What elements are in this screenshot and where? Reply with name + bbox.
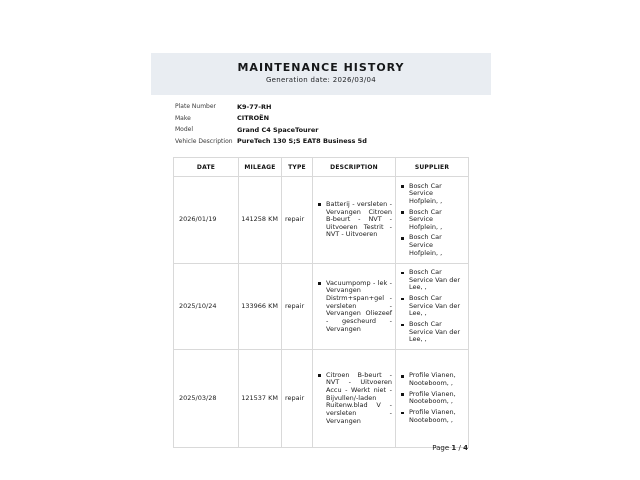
page-label: Page: [432, 444, 450, 452]
supplier-item: Bosch Car Service Van der Lee, ,: [400, 295, 463, 318]
table-row: [174, 264, 469, 350]
column-header-mileage: MILEAGE: [239, 158, 282, 177]
supplier-item: Profile Vianen, Nooteboom, ,: [400, 409, 463, 424]
description-item: Vacuumpomp - lek - Vervangen Distrm+span+gel - versleten - Vervangen Oliezeef - gescheurd - Vervangen: [317, 280, 392, 334]
vehicle-description-label: Vehicle Description: [175, 137, 233, 145]
vehicle-detail-row-plate: [175, 101, 367, 113]
make-label: Make: [175, 114, 191, 122]
page-total: 4: [463, 444, 468, 452]
vehicle-detail-row-model: [175, 124, 367, 136]
page-current: 1: [451, 444, 457, 452]
plate-number-value: K9-77-RH: [237, 102, 272, 111]
cell-type: repair: [282, 177, 313, 264]
cell-supplier: [396, 177, 469, 264]
cell-date: 2025/10/24: [174, 264, 239, 350]
column-header-supplier: SUPPLIER: [396, 158, 469, 177]
supplier-item: Bosch Car Service Van der Lee, ,: [400, 321, 463, 344]
supplier-item: Profile Vianen, Nooteboom, ,: [400, 372, 463, 387]
make-value: CITROËN: [237, 114, 270, 123]
table-row: [174, 177, 469, 264]
vehicle-description-value: PureTech 130 S;S EAT8 Business 5d: [237, 137, 367, 146]
column-header-date: DATE: [174, 158, 239, 177]
cell-type: repair: [282, 264, 313, 350]
supplier-item: Bosch Car Service Hofplein, ,: [400, 209, 463, 232]
table-row: [174, 349, 469, 447]
cell-supplier: [396, 349, 469, 447]
cell-date: 2026/01/19: [174, 177, 239, 264]
vehicle-detail-row-description: [175, 136, 367, 148]
report-title: MAINTENANCE HISTORY: [237, 61, 405, 74]
cell-supplier: [396, 264, 469, 350]
report-header-band: [151, 53, 491, 95]
cell-description: [313, 177, 396, 264]
vehicle-detail-row-make: [175, 113, 367, 125]
table-header-row: [174, 158, 469, 177]
model-label: Model: [175, 126, 194, 134]
model-value: Grand C4 SpaceTourer: [237, 125, 319, 134]
supplier-item: Bosch Car Service Hofplein, ,: [400, 183, 463, 206]
column-header-type: TYPE: [282, 158, 313, 177]
description-item: Citroen B-beurt - NVT - Uitvoeren Accu - Werkt niet - Bijvullen/-laden Ruitenw.blad V - versleten - Vervangen: [317, 372, 392, 426]
cell-mileage: 121537 KM: [239, 349, 282, 447]
cell-mileage: 133966 KM: [239, 264, 282, 350]
supplier-item: Profile Vianen, Nooteboom, ,: [400, 391, 463, 406]
column-header-description: DESCRIPTION: [313, 158, 396, 177]
maintenance-history-table: [173, 157, 469, 448]
page-footer: [173, 444, 468, 452]
cell-description: [313, 349, 396, 447]
cell-type: repair: [282, 349, 313, 447]
cell-date: 2025/03/28: [174, 349, 239, 447]
description-item: Batterij - versleten - Vervangen Citroen B-beurt - NVT - Uitvoeren Testrit - NVT - Uitvoeren: [317, 201, 392, 239]
vehicle-details: [175, 101, 367, 147]
supplier-item: Bosch Car Service Van der Lee, ,: [400, 269, 463, 292]
page-separator: /: [458, 444, 461, 452]
generation-date: Generation date: 2026/03/04: [265, 76, 377, 84]
supplier-item: Bosch Car Service Hofplein, ,: [400, 234, 463, 257]
cell-description: [313, 264, 396, 350]
cell-mileage: 141258 KM: [239, 177, 282, 264]
plate-number-label: Plate Number: [175, 103, 217, 111]
